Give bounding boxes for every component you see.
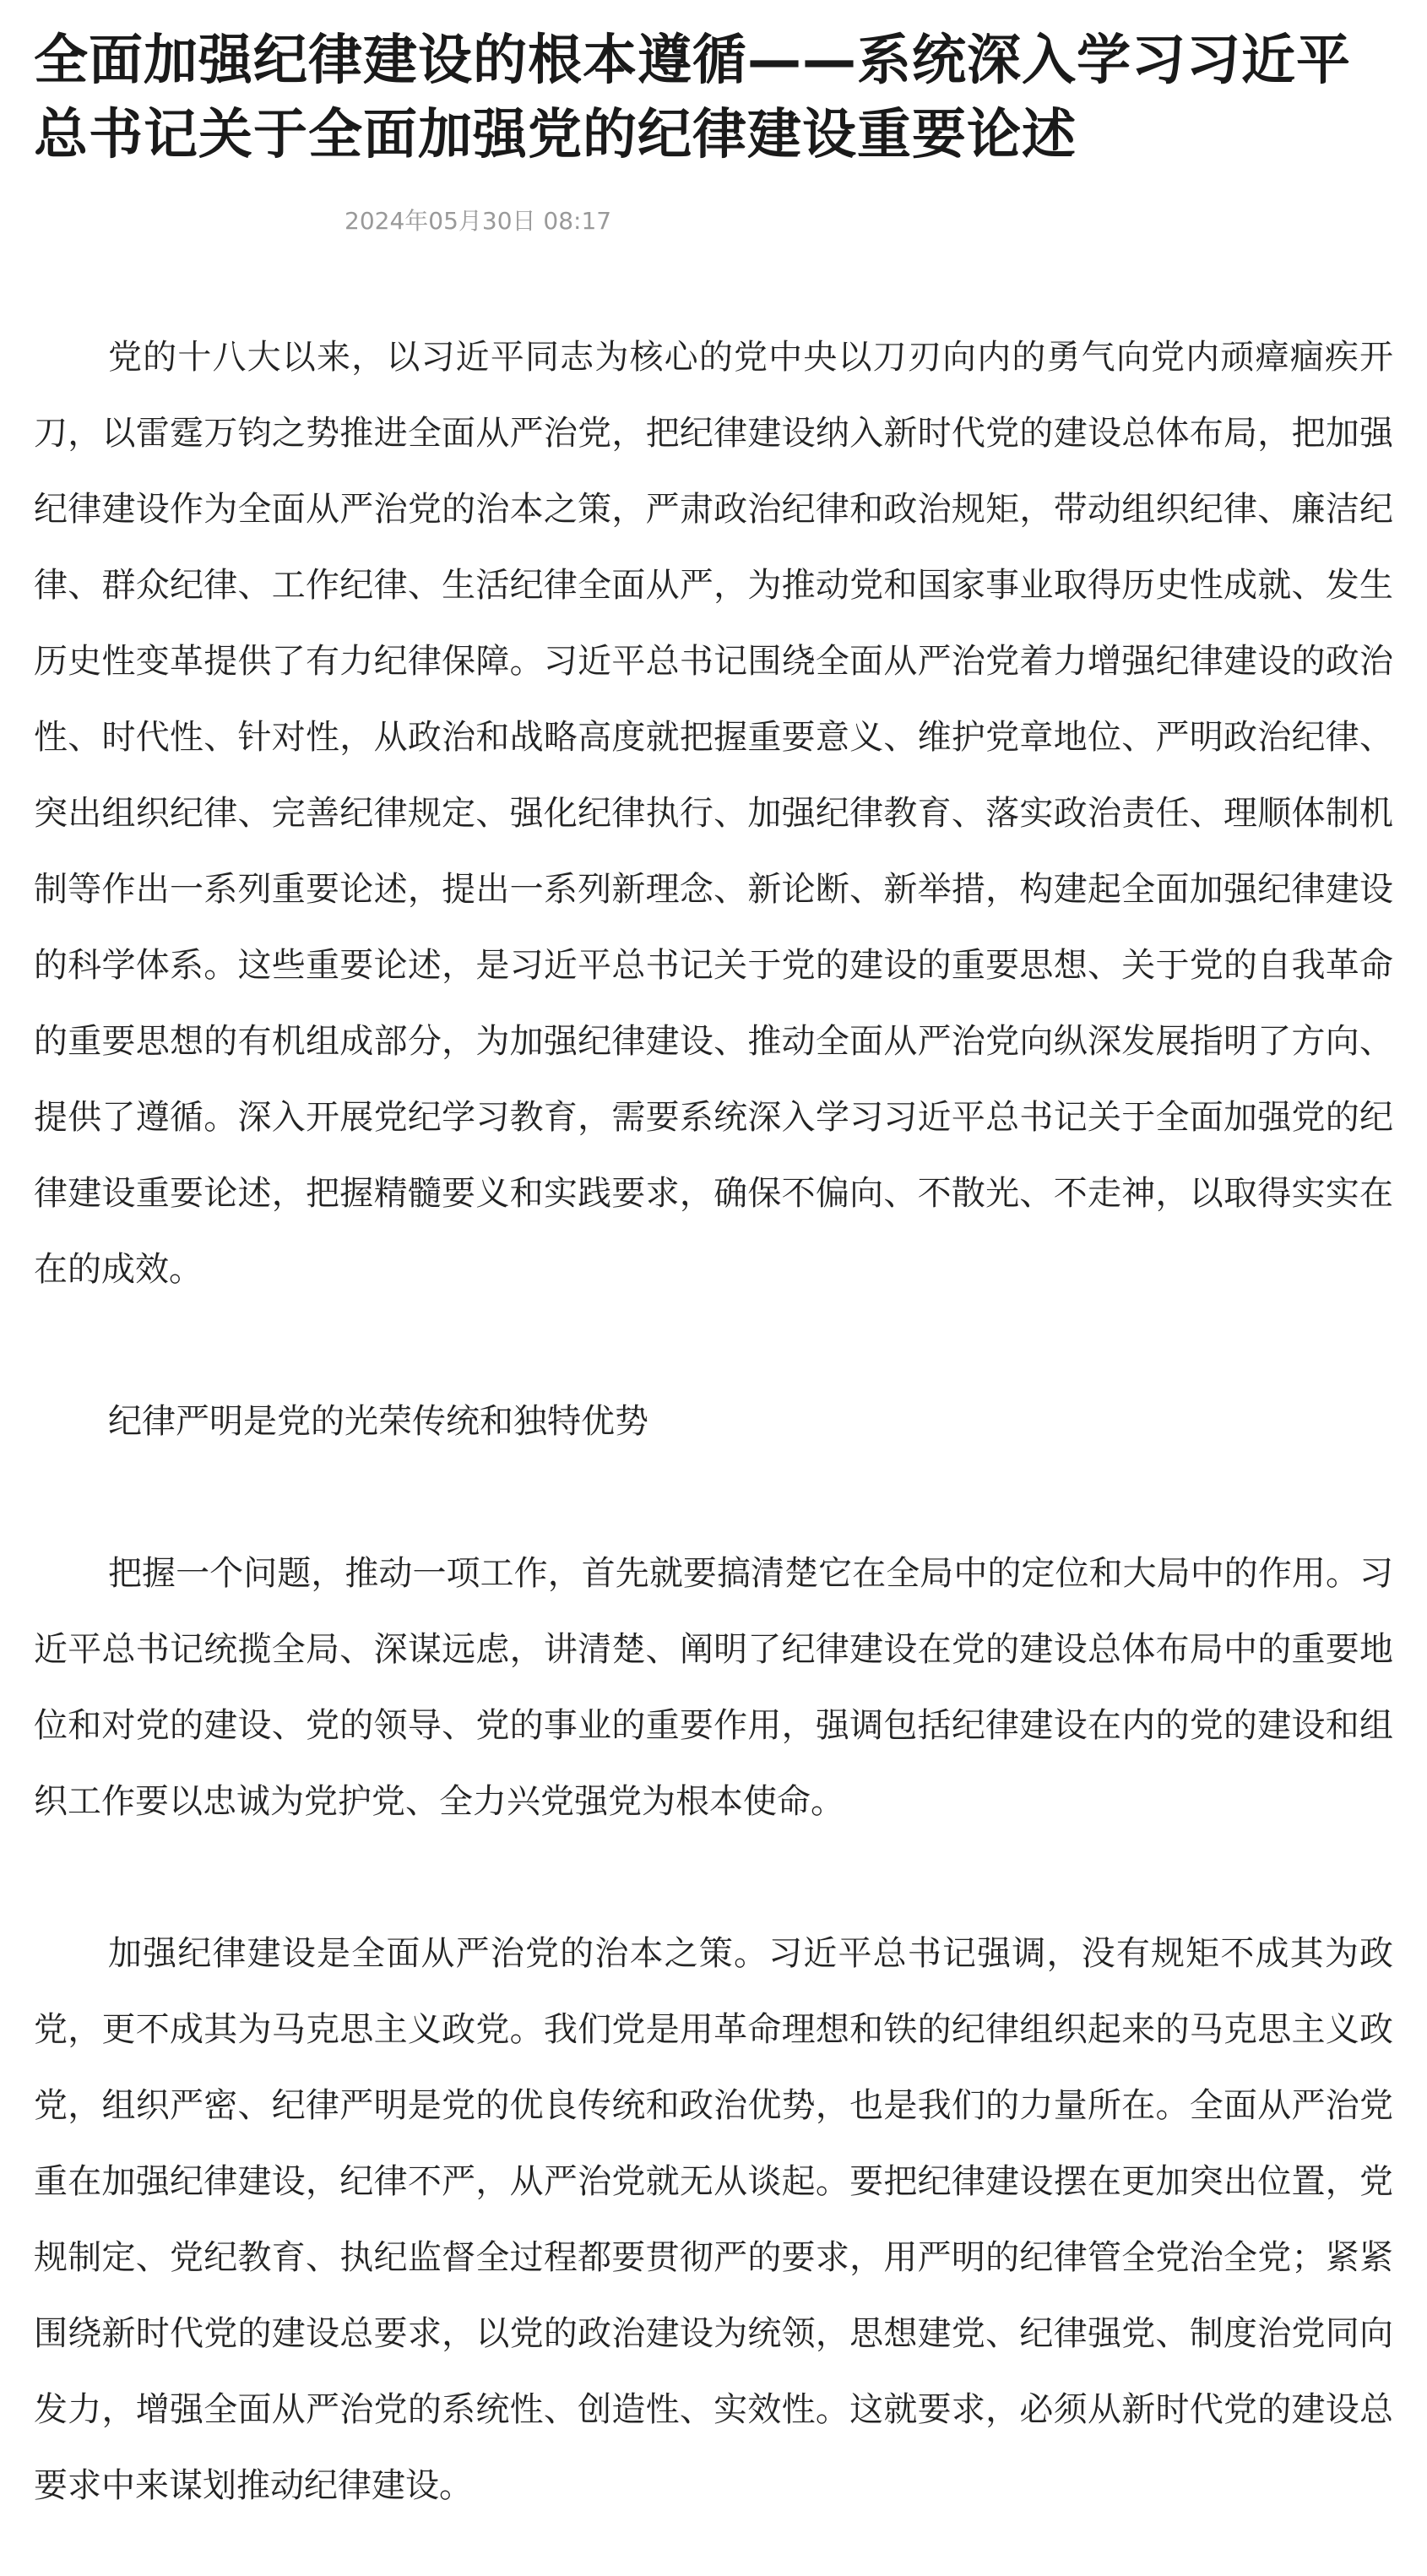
- article-title: 全面加强纪律建设的根本遵循——系统深入学习习近平总书记关于全面加强党的纪律建设重要论述: [34, 30, 1351, 166]
- body-paragraph: 党的十八大以来，以习近平同志为核心的党中央以刀刃向内的勇气向党内顽瘴痼疾开刀，以雷霆万钧之势推进全面从严治党，把纪律建设纳入新时代党的建设总体布局，把加强纪律建设作为全面从严治党的治本之策，严肃政治纪律和政治规矩，带动组织纪律、廉洁纪律、群众纪律、工作纪律、生活纪律全面从严，为推动党和国家事业取得历史性成就、发生历史性变革提供了有力纪律保障。习近平总书记围绕全面从严治党着力增强纪律建设的政治性、时代性、针对性，从政治和战略高度就把握重要意义、维护党章地位、严明政治纪律、突出组织纪律、完善纪律规定、强化纪律执行、加强纪律教育、落实政治责任、理顺体制机制等作出一系列重要论述，提出一系列新理念、新论断、新举措，构建起全面加强纪律建设的科学体系。这些重要论述，是习近平总书记关于党的建设的重要思想、关于党的自我革命的重要思想的有机组成部分，为加强纪律建设、推动全面从严治党向纵深发展指明了方向、提供了遵循。深入开展党纪学习教育，需要系统深入学习习近平总书记关于全面加强党的纪律建设重要论述，把握精髓要义和实践要求，确保不偏向、不散光、不走神，以取得实实在在的成效。: [34, 338, 1393, 1289]
- article-body: [34, 319, 1393, 2524]
- body-paragraph: 加强纪律建设是全面从严治党的治本之策。习近平总书记强调，没有规矩不成其为政党，更不成其为马克思主义政党。我们党是用革命理想和铁的纪律组织起来的马克思主义政党，组织严密、纪律严明是党的优良传统和政治优势，也是我们的力量所在。全面从严治党重在加强纪律建设，纪律不严，从严治党就无从谈起。要把纪律建设摆在更加突出位置，党规制定、党纪教育、执纪监督全过程都要贯彻严的要求，用严明的纪律管全党治全党；紧紧围绕新时代党的建设总要求，以党的政治建设为统领，思想建党、纪律强党、制度治党同向发力，增强全面从严治党的系统性、创造性、实效性。这就要求，必须从新时代党的建设总要求中来谋划推动纪律建设。: [34, 1934, 1393, 2505]
- body-paragraph: 把握一个问题，推动一项工作，首先就要搞清楚它在全局中的定位和大局中的作用。习近平总书记统揽全局、深谋远虑，讲清楚、阐明了纪律建设在党的建设总体布局中的重要地位和对党的建设、党的领导、党的事业的重要作用，强调包括纪律建设在内的党的建设和组织工作要以忠诚为党护党、全力兴党强党为根本使命。: [34, 1554, 1393, 1821]
- section-heading: 纪律严明是党的光荣传统和独特优势: [108, 1402, 648, 1441]
- publish-date: 2024年05月30日 08:17: [345, 207, 612, 235]
